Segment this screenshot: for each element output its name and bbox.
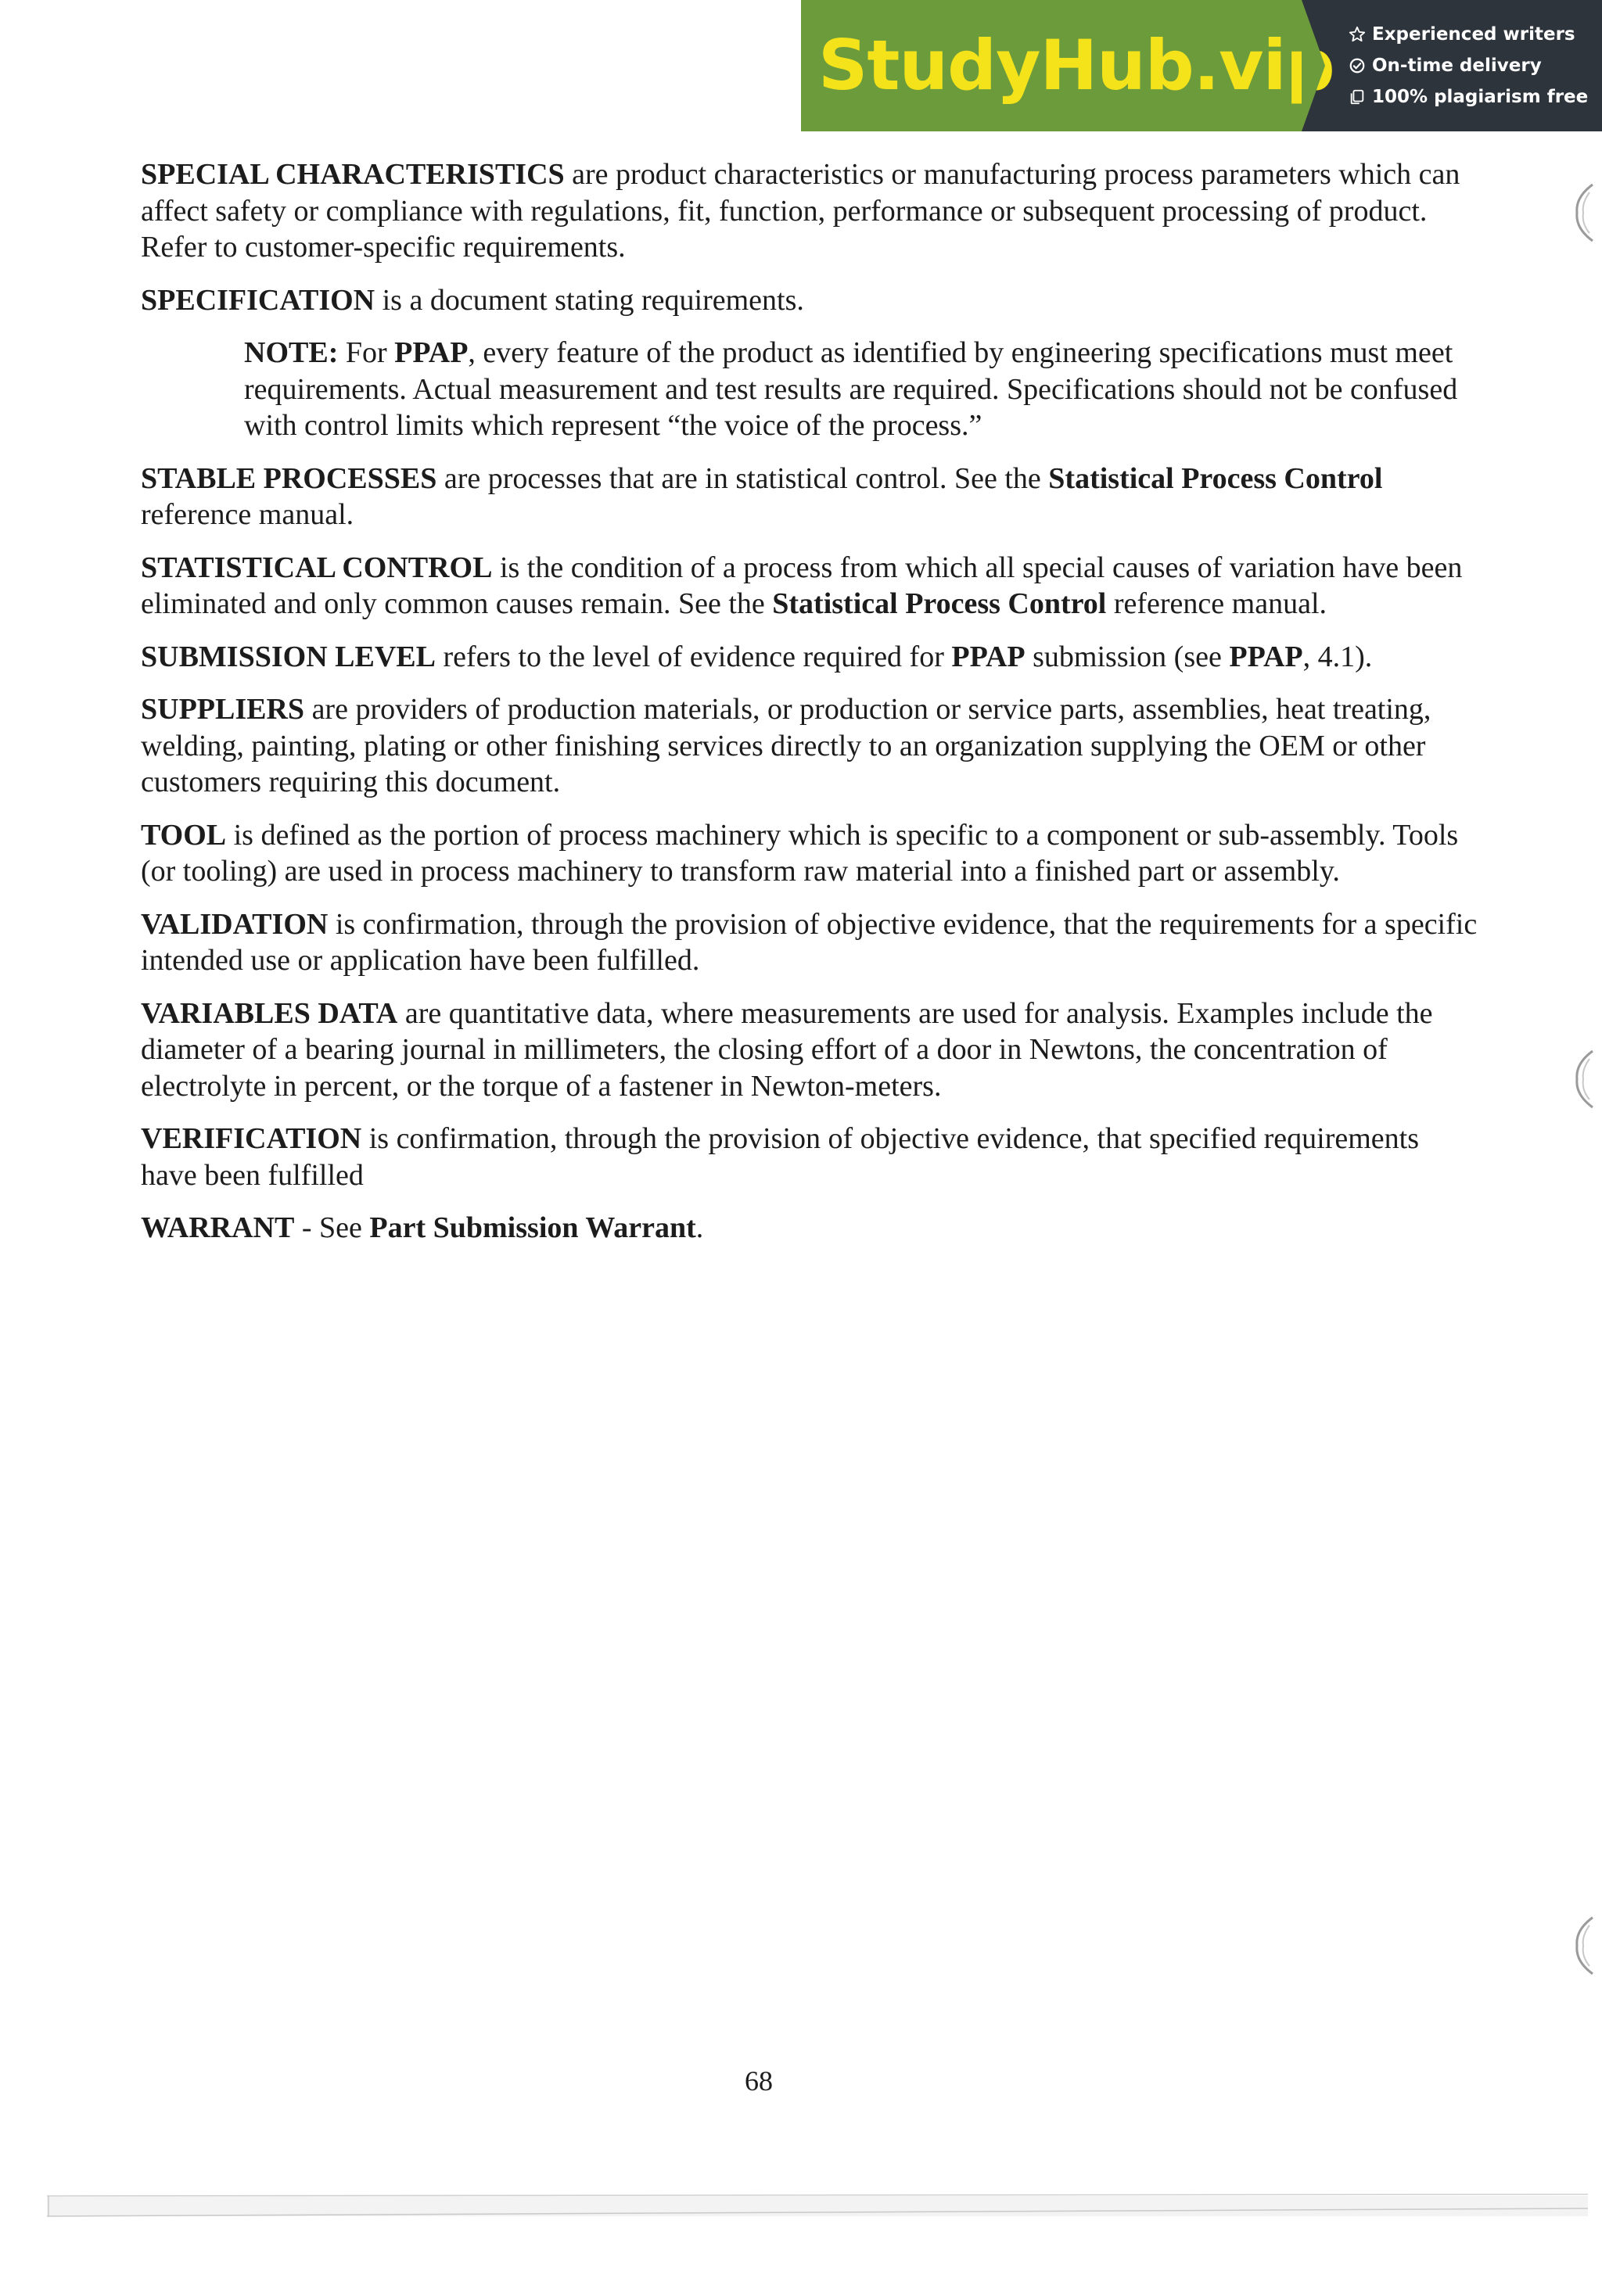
term: TOOL: [141, 818, 227, 852]
entry-specification: [141, 282, 1478, 319]
definition: are product characteristics or manufacturing process parameters which can affect safety or compliance with regulations, fit, function, performance or subsequent processing of product. Refer to customer-specific requirements.: [141, 158, 1460, 264]
feature-label: Experienced writers: [1372, 24, 1575, 45]
note-label: NOTE:: [244, 336, 339, 369]
punch-hole-shadow: [1571, 1048, 1596, 1110]
note-ppap: [244, 335, 1478, 444]
punch-hole-shadow: [1571, 1914, 1596, 1977]
definition: - See: [294, 1211, 370, 1244]
definition: is a document stating requirements.: [375, 283, 804, 317]
ppap-ref: PPAP: [951, 640, 1025, 673]
term: STATISTICAL CONTROL: [141, 551, 493, 584]
entry-special-characteristics: [141, 156, 1478, 266]
feature-label: On-time delivery: [1372, 56, 1542, 76]
note-text: For: [338, 336, 395, 369]
term: SPECIFICATION: [141, 283, 375, 317]
scan-edge: [47, 2193, 1588, 2227]
punch-hole-shadow: [1571, 181, 1596, 244]
term: STABLE PROCESSES: [141, 461, 437, 495]
feature-experienced-writers: [1349, 24, 1602, 45]
manual-ref: Statistical Process Control: [1048, 461, 1383, 495]
definition: reference manual.: [1106, 587, 1327, 620]
entry-stable-processes: [141, 461, 1478, 533]
note-text: , every feature of the product as identified by engineering specifications must meet requirements. Actual measurement and test results are required. Specifications should not be confused with control limits which represent “the voice of the process.”: [244, 336, 1458, 442]
star-icon: [1349, 26, 1366, 43]
term: VERIFICATION: [141, 1122, 362, 1155]
studyhub-banner[interactable]: [801, 0, 1602, 131]
definition: are processes that are in statistical control. See the: [436, 461, 1049, 495]
manual-ref: Statistical Process Control: [772, 587, 1107, 620]
entry-warrant: [141, 1210, 1478, 1247]
entry-suppliers: [141, 691, 1478, 801]
copy-icon: [1349, 88, 1366, 106]
definition: are providers of production materials, or production or service parts, assemblies, heat treating, welding, painting, plating or other finishing services directly to an organization supplying the OEM or other customers requiring this document.: [141, 693, 1431, 798]
term: SPECIAL CHARACTERISTICS: [141, 158, 565, 191]
definition: is confirmation, through the provision of objective evidence, that the requirements for a specific intended use or application have been fulfilled.: [141, 907, 1478, 977]
term: SUPPLIERS: [141, 693, 305, 726]
studyhub-logo[interactable]: [801, 0, 1334, 131]
note-ref: PPAP: [394, 336, 469, 369]
definition: reference manual.: [141, 498, 354, 531]
entry-tool: [141, 817, 1478, 890]
feature-on-time-delivery: [1349, 56, 1602, 76]
page-number: 68: [745, 2065, 773, 2097]
entry-variables-data: [141, 996, 1478, 1105]
definition: are quantitative data, where measurements are used for analysis. Examples include the diameter of a bearing journal in millimeters, the closing effort of a door in Newtons, the concentration of electrolyte in percent, or the torque of a fastener in Newton-meters.: [141, 996, 1433, 1103]
definition: is the condition of a process from which all special causes of variation have been eliminated and only common causes remain. See the: [141, 551, 1463, 620]
definition: is confirmation, through the provision of objective evidence, that specified requirements have been fulfilled: [141, 1122, 1419, 1192]
warrant-ref: Part Submission Warrant: [369, 1211, 696, 1244]
term: VARIABLES DATA: [141, 996, 398, 1030]
feature-plagiarism-free: [1349, 87, 1602, 107]
term: SUBMISSION LEVEL: [141, 640, 436, 673]
definition: is defined as the portion of process machinery which is specific to a component or sub-assembly. Tools (or tooling) are used in process machinery to transform raw material into a finished part or assembly.: [141, 818, 1459, 888]
logo-text: StudyHub.vip: [818, 25, 1334, 106]
definition: .: [695, 1211, 704, 1244]
clock-icon: [1349, 57, 1366, 74]
glossary-content: [141, 156, 1478, 1263]
definition: , 4.1).: [1302, 640, 1373, 673]
entry-statistical-control: [141, 550, 1478, 622]
feature-label: 100% plagiarism free: [1372, 87, 1589, 107]
definition: submission (see: [1025, 640, 1230, 673]
entry-submission-level: [141, 639, 1478, 676]
definition: refers to the level of evidence required for: [435, 640, 952, 673]
banner-features: [1302, 0, 1602, 131]
ppap-ref: PPAP: [1229, 640, 1303, 673]
term: WARRANT: [141, 1211, 295, 1244]
term: VALIDATION: [141, 907, 329, 941]
entry-validation: [141, 906, 1478, 979]
entry-verification: [141, 1121, 1478, 1193]
